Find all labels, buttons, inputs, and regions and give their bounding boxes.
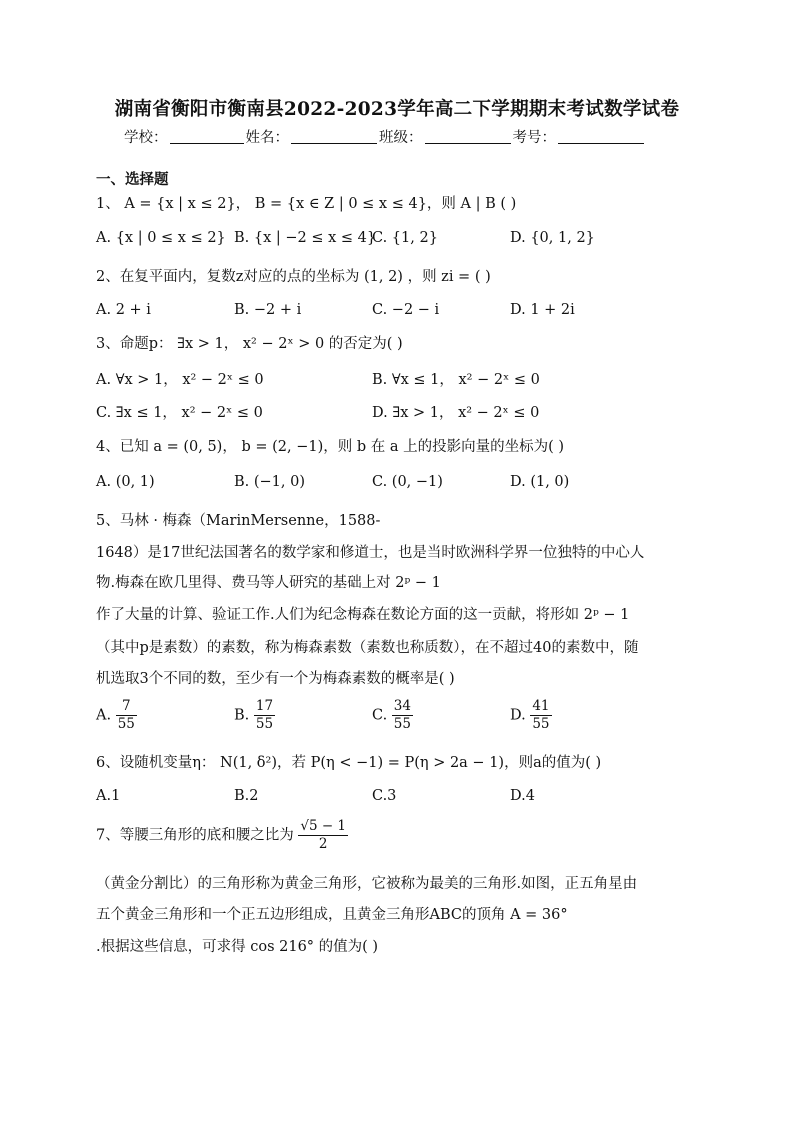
q5-option-c bbox=[372, 698, 413, 733]
q4-option-a: A. (0, 1) bbox=[96, 474, 155, 490]
question-5-line-6: 机选取3个不同的数，至少有一个为梅森素数的概率是( ) bbox=[96, 671, 455, 687]
school-blank[interactable] bbox=[170, 129, 244, 144]
q5-option-a-label: A. bbox=[96, 707, 112, 724]
q2-option-b: B. −2 + i bbox=[234, 302, 302, 318]
q3-option-d: D. ∃x > 1， x² − 2ˣ ≤ 0 bbox=[372, 405, 540, 421]
question-7-line-2: （黄金分割比）的三角形称为黄金三角形，它被称为最美的三角形.如图，正五角星由 bbox=[96, 876, 638, 892]
question-7-line-3: 五个黄金三角形和一个正五边形组成，且黄金三角形ABC的顶角 A = 36° bbox=[96, 907, 568, 923]
q3-option-b: B. ∀x ≤ 1， x² − 2ˣ ≤ 0 bbox=[372, 372, 540, 388]
golden-ratio-numerator: √5 − 1 bbox=[300, 818, 347, 834]
student-info-row bbox=[124, 126, 646, 147]
class-blank[interactable] bbox=[425, 129, 511, 144]
q5-c-numerator: 34 bbox=[393, 698, 411, 714]
q5-option-d-fraction bbox=[530, 698, 551, 733]
q1-option-c: C. {1, 2} bbox=[372, 230, 438, 246]
number-blank[interactable] bbox=[558, 129, 644, 144]
q6-option-c: C.3 bbox=[372, 788, 397, 804]
question-3-stem: 3、命题p： ∃x > 1， x² − 2ˣ > 0 的否定为( ) bbox=[96, 336, 403, 352]
q5-option-c-fraction bbox=[392, 698, 413, 733]
golden-ratio-fraction bbox=[298, 818, 348, 853]
q5-a-denominator: 55 bbox=[117, 716, 135, 732]
q6-option-a: A.1 bbox=[96, 788, 121, 804]
golden-ratio-denominator: 2 bbox=[318, 836, 328, 852]
q5-option-a-fraction bbox=[116, 698, 137, 733]
question-2-stem: 2、在复平面内，复数z对应的点的坐标为 (1, 2) ，则 zi = ( ) bbox=[96, 269, 491, 285]
question-4-stem: 4、已知 a = (0, 5)， b = (2, −1)，则 b 在 a 上的投影向量的坐标为( ) bbox=[96, 439, 565, 455]
q2-option-a: A. 2 + i bbox=[96, 302, 151, 318]
q5-a-numerator: 7 bbox=[116, 698, 137, 716]
q5-c-denominator: 55 bbox=[393, 716, 411, 732]
name-blank[interactable] bbox=[291, 129, 377, 144]
section-heading: 一、选择题 bbox=[96, 171, 169, 188]
school-label: 学校： bbox=[124, 130, 168, 146]
q5-b-denominator: 55 bbox=[255, 716, 274, 732]
question-1-stem: 1、 A = {x | x ≤ 2}， B = {x ∈ Z | 0 ≤ x ≤ 4}，则 A | B ( ) bbox=[96, 196, 517, 212]
q6-option-d: D.4 bbox=[510, 788, 535, 804]
q6-option-b: B.2 bbox=[234, 788, 259, 804]
question-5-line-3: 物.梅森在欧几里得、费马等人研究的基础上对 2ᵖ − 1 bbox=[96, 575, 441, 591]
class-label: 班级： bbox=[379, 130, 423, 146]
q1-option-b: B. {x | −2 ≤ x ≤ 4} bbox=[234, 230, 377, 246]
q5-option-d-label: D. bbox=[510, 707, 526, 724]
question-5-line-1: 5、马林 · 梅森（MarinMersenne，1588- bbox=[96, 513, 381, 529]
q5-option-d bbox=[510, 698, 552, 733]
q2-option-c: C. −2 − i bbox=[372, 302, 440, 318]
question-5-line-5: （其中p是素数）的素数，称为梅森素数（素数也称质数），在不超过40的素数中，随 bbox=[96, 640, 639, 656]
q4-option-c: C. (0, −1) bbox=[372, 474, 443, 490]
question-6-stem: 6、设随机变量η： N(1, δ²)，若 P(η < −1) = P(η > 2a − 1)，则a的值为( ) bbox=[96, 755, 602, 771]
question-7-line-1 bbox=[96, 818, 348, 853]
q5-d-denominator: 55 bbox=[532, 716, 550, 732]
question-5-line-4: 作了大量的计算、验证工作.人们为纪念梅森在数论方面的这一贡献，将形如 2ᵖ − 1 bbox=[96, 607, 630, 623]
q1-option-d: D. {0, 1, 2} bbox=[510, 230, 595, 246]
name-label: 姓名： bbox=[245, 130, 289, 146]
question-5-line-2: 1648）是17世纪法国著名的数学家和修道士，也是当时欧洲科学界一位独特的中心人 bbox=[96, 545, 645, 561]
q5-option-b-fraction bbox=[254, 698, 275, 733]
q5-option-b bbox=[234, 698, 275, 733]
q3-option-c: C. ∃x ≤ 1， x² − 2ˣ ≤ 0 bbox=[96, 405, 263, 421]
q7-intro: 7、等腰三角形的底和腰之比为 bbox=[96, 827, 294, 844]
q5-d-numerator: 41 bbox=[532, 698, 550, 714]
number-label: 考号： bbox=[512, 130, 556, 146]
question-7-line-4: .根据这些信息，可求得 cos 216° 的值为( ) bbox=[96, 939, 379, 955]
q5-option-b-label: B. bbox=[234, 707, 250, 724]
q2-option-d: D. 1 + 2i bbox=[510, 302, 575, 318]
page-title: 湖南省衡阳市衡南县2022-2023学年高二下学期期末考试数学试卷 bbox=[114, 99, 680, 120]
q3-option-a: A. ∀x > 1， x² − 2ˣ ≤ 0 bbox=[96, 372, 264, 388]
q5-b-numerator: 17 bbox=[255, 698, 274, 714]
q1-option-a: A. {x | 0 ≤ x ≤ 2} bbox=[96, 230, 226, 246]
q5-option-c-label: C. bbox=[372, 707, 388, 724]
q5-option-a bbox=[96, 698, 137, 733]
q4-option-b: B. (−1, 0) bbox=[234, 474, 306, 490]
q4-option-d: D. (1, 0) bbox=[510, 474, 570, 490]
